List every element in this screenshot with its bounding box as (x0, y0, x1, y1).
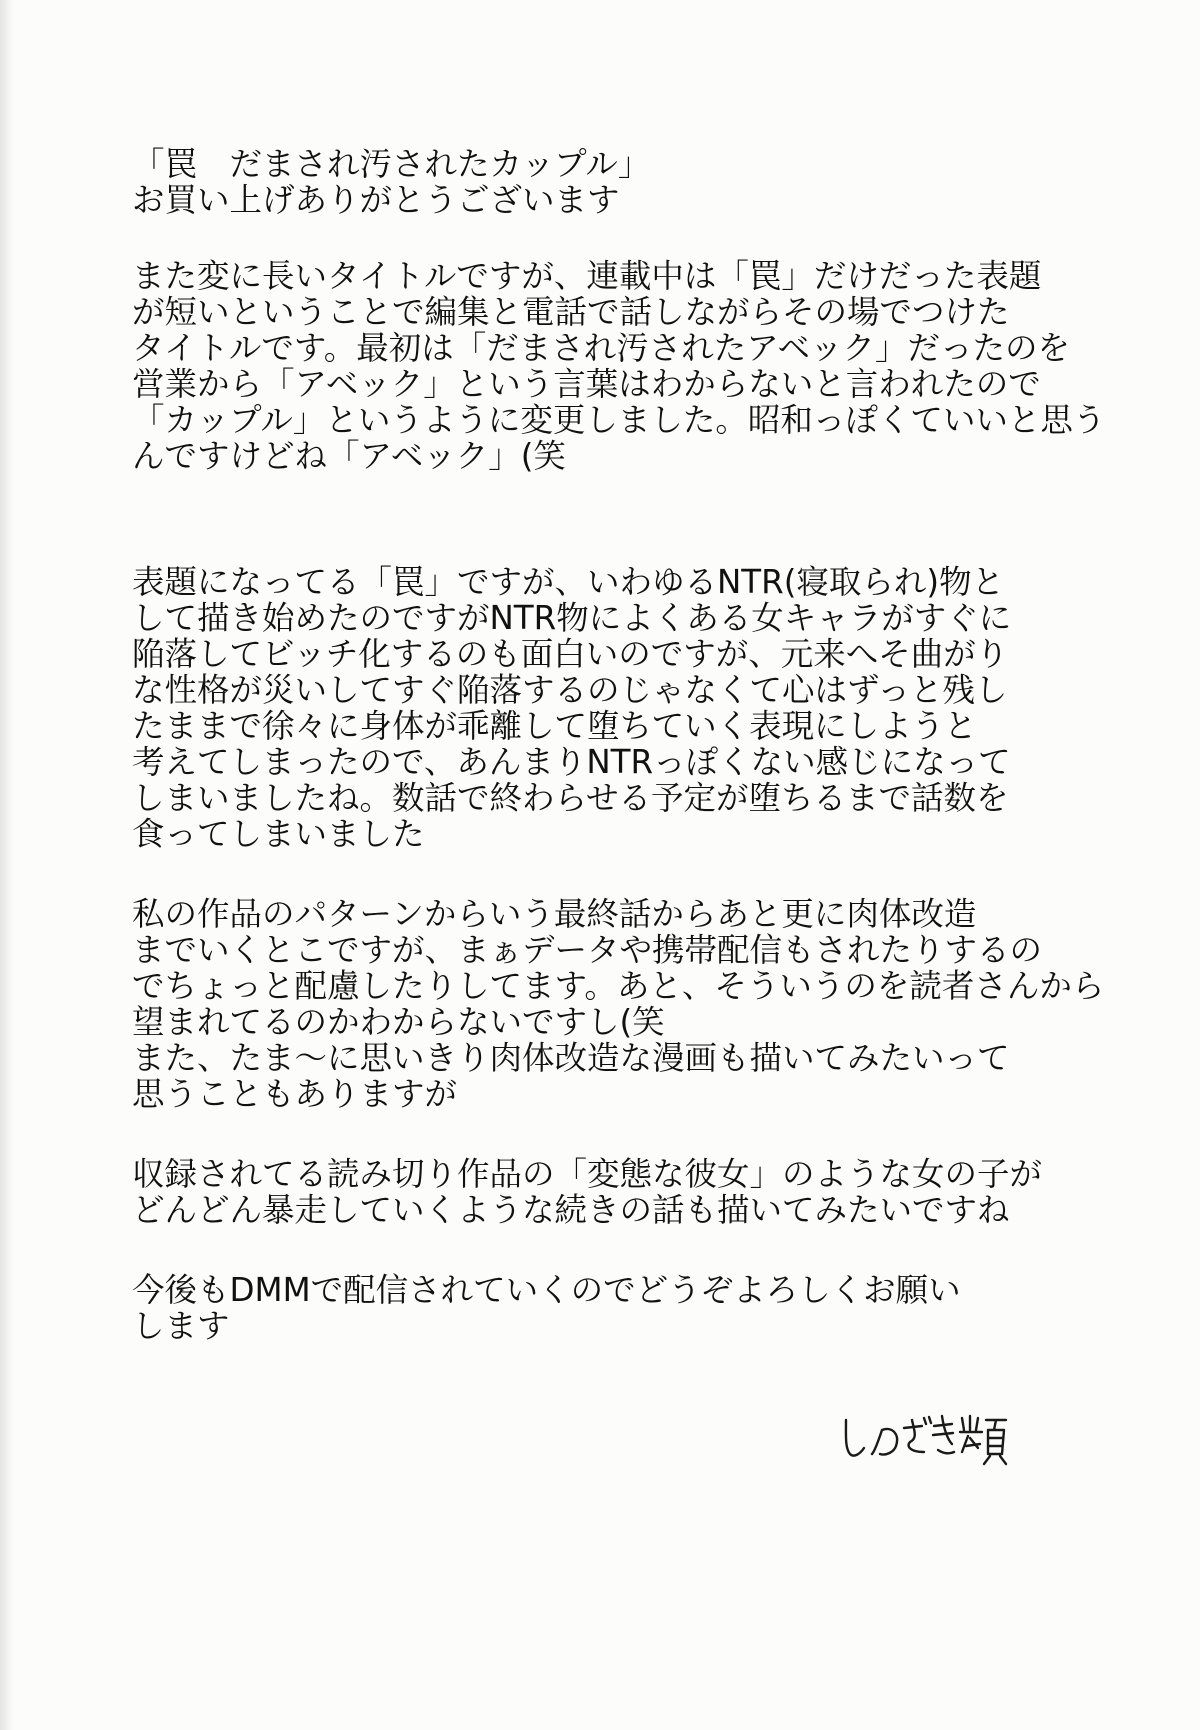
text-line: でちょっと配慮したりしてます。あと、そういうのを読者さんから (132, 967, 1105, 1005)
text-line: 思うこともありますが (132, 1075, 458, 1113)
text-line: んですけどね「アベック」(笑 (132, 437, 566, 475)
text-line: たままで徐々に身体が乖離して堕ちていく表現にしようと (132, 707, 977, 745)
text-line: また、たま〜に思いきり肉体改造な漫画も描いてみたいって (132, 1039, 1010, 1077)
paragraph-ntr (132, 564, 1132, 852)
text-line: 今後もDMMで配信されていくのでどうぞよろしくお願い (132, 1271, 961, 1309)
text-line: 収録されてる読み切り作品の「変態な彼女」のような女の子が (132, 1155, 1043, 1193)
text-line: お買い上げありがとうございます (132, 181, 620, 219)
text-line: 考えてしまったので、あんまりNTRっぽくない感じになって (132, 743, 1011, 781)
text-line: 「カップル」というように変更しました。昭和っぽくていいと思う (132, 401, 1106, 439)
text-line: 私の作品のパターンからいう最終話からあと更に肉体改造 (132, 895, 977, 933)
text-line: 望まれてるのかわからないですし(笑 (132, 1003, 665, 1041)
paragraph-greeting (132, 146, 1132, 218)
text-line: が短いということで編集と電話で話しながらその場でつけた (132, 293, 1010, 331)
text-line: までいくとこですが、まぁデータや携帯配信もされたりするの (132, 931, 1043, 969)
text-line: 「罠 だまされ汚されたカップル」 (132, 145, 651, 183)
text-line: また変に長いタイトルですが、連載中は「罠」だけだった表題 (132, 257, 1042, 295)
text-line: どんどん暴走していくような続きの話も描いてみたいですね (132, 1191, 1010, 1229)
text-line: 食ってしまいました (132, 815, 425, 853)
text-line: します (132, 1307, 230, 1345)
handwritten-signature (838, 1408, 1008, 1468)
paragraph-closing (132, 1272, 1132, 1344)
paragraph-pattern (132, 896, 1132, 1112)
afterword-text (132, 146, 1132, 1344)
text-line: 陥落してビッチ化するのも面白いのですが、元来へそ曲がり (132, 635, 1009, 673)
text-line: タイトルです。最初は「だまされ汚されたアベック」だったのを (132, 329, 1070, 367)
text-line: 表題になってる「罠」ですが、いわゆるNTR(寝取られ)物と (132, 563, 1005, 601)
text-line: な性格が災いしてすぐ陥落するのじゃなくて心はずっと残し (132, 671, 1008, 709)
text-line: 営業から「アベック」という言葉はわからないと言われたので (132, 365, 1041, 403)
text-line: して描き始めたのですがNTR物によくある女キャラがすぐに (132, 599, 1012, 637)
text-line: しまいましたね。数話で終わらせる予定が堕ちるまで話数を (132, 779, 1009, 817)
paragraph-oneshot (132, 1156, 1132, 1228)
paragraph-title-story (132, 258, 1132, 474)
page-edge-shadow (0, 0, 14, 1730)
